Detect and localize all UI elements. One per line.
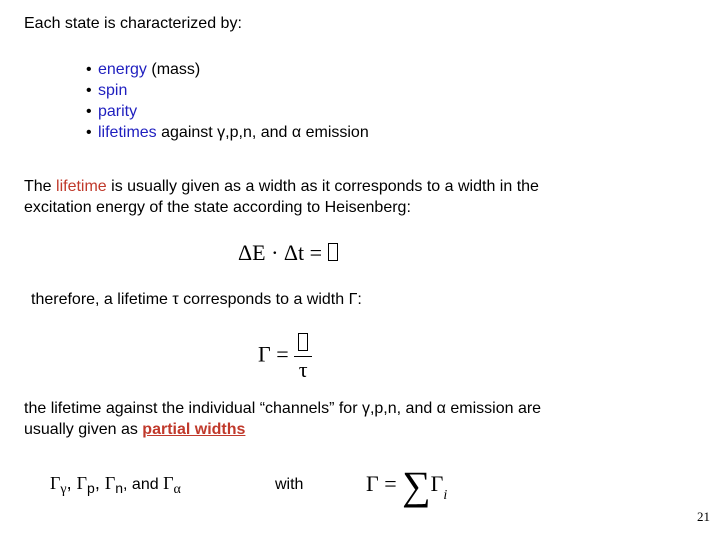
list-item xyxy=(86,102,369,122)
fraction-denominator: τ xyxy=(298,357,308,382)
hbar-placeholder-icon xyxy=(298,333,308,351)
text: The xyxy=(24,178,57,195)
bullet-dot: • xyxy=(86,61,92,78)
equation-lhs: Γ = xyxy=(258,341,289,367)
sum-equation xyxy=(366,462,447,509)
bullet-keyword: lifetimes xyxy=(98,124,157,141)
list-item xyxy=(86,60,369,80)
gamma-symbol: Γ xyxy=(430,471,444,496)
bullet-dot: • xyxy=(86,103,92,120)
gamma-symbol: Γ xyxy=(50,473,61,493)
intro-text: Each state is characterized by: xyxy=(24,15,242,32)
therefore-text: therefore, a lifetime τ corresponds to a width Γ: xyxy=(31,291,362,308)
fraction xyxy=(294,330,312,383)
bullet-list xyxy=(86,60,369,143)
list-item xyxy=(86,81,369,101)
hbar-placeholder-icon xyxy=(328,243,338,261)
bullet-keyword: energy xyxy=(98,61,147,78)
separator: , xyxy=(66,473,77,493)
separator: , xyxy=(94,473,105,493)
with-label: with xyxy=(275,476,304,493)
sum-icon: ∑ xyxy=(402,463,431,508)
subscript: γ xyxy=(60,482,67,497)
gamma-symbol: Γ xyxy=(76,473,88,493)
list-item xyxy=(86,123,369,143)
gamma-symbol: Γ xyxy=(104,473,116,493)
heisenberg-equation xyxy=(238,240,338,266)
equation-lhs: Γ = xyxy=(366,471,397,496)
subscript: n xyxy=(115,480,124,496)
paragraph-partial-widths xyxy=(24,399,541,440)
bullet-text: (mass) xyxy=(146,61,201,78)
bullet-dot: • xyxy=(86,124,92,141)
subscript: i xyxy=(443,488,448,503)
fraction-numerator xyxy=(294,330,312,357)
keyword-partial-widths: partial widths xyxy=(142,421,246,438)
text: the lifetime against the individual “channels” for γ,p,n, and α emission are xyxy=(24,400,542,417)
page-number: 21 xyxy=(697,509,710,524)
bullet-dot: • xyxy=(86,82,92,99)
separator: , and xyxy=(123,476,164,493)
text: usually given as xyxy=(24,421,143,438)
text: is usually given as a width as it corresponds to a width in the xyxy=(106,178,539,195)
width-equation xyxy=(258,330,312,383)
bullet-keyword: spin xyxy=(98,82,128,99)
bullet-keyword: parity xyxy=(98,103,138,120)
keyword-lifetime: lifetime xyxy=(56,178,107,195)
equation-lhs: ΔE · Δt = xyxy=(238,240,323,265)
text: excitation energy of the state according to Heisenberg: xyxy=(24,199,411,216)
paragraph-lifetime xyxy=(24,177,539,218)
gamma-symbol: Γ xyxy=(163,473,174,493)
bullet-text: against γ,p,n, and α emission xyxy=(156,124,369,141)
subscript: α xyxy=(173,482,181,497)
partial-width-symbols xyxy=(50,473,181,498)
subscript: p xyxy=(87,480,95,496)
